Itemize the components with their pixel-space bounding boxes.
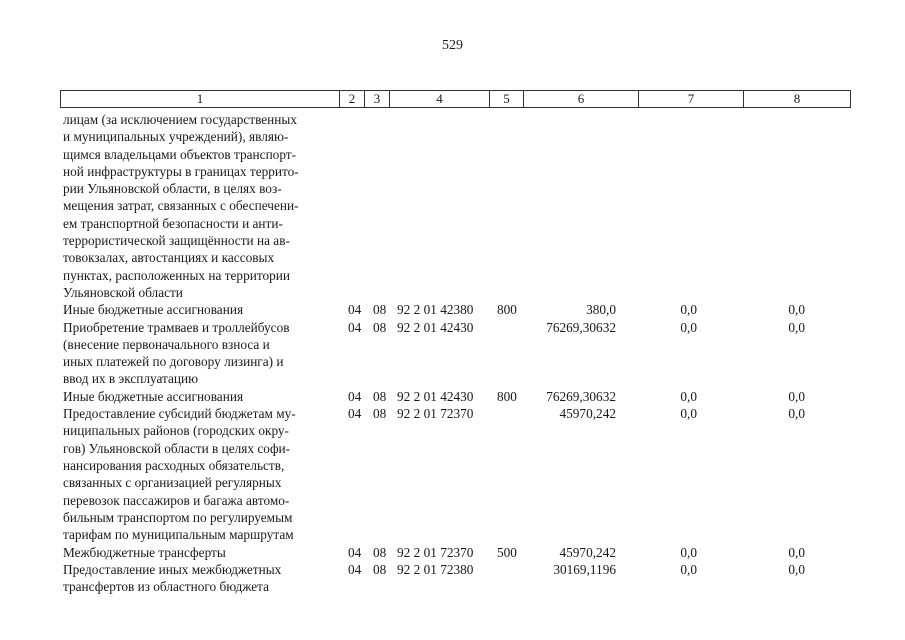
column-header-1: 1 xyxy=(61,91,340,108)
description-line: щимся владельцами объектов транспорт- xyxy=(63,146,297,162)
cell-c4: 92 2 01 42430 xyxy=(397,319,474,335)
cell-c8: 0,0 xyxy=(788,561,805,577)
description-line: перевозок пассажиров и багажа автомо- xyxy=(63,492,290,508)
row-description xyxy=(63,388,335,405)
cell-c4: 92 2 01 42430 xyxy=(397,388,474,404)
cell-c5: 800 xyxy=(497,388,517,404)
description-line: и муниципальных учреждений), являю- xyxy=(63,129,289,145)
cell-c3: 08 xyxy=(373,561,387,577)
cell-c2: 04 xyxy=(348,544,362,560)
description-line: нансирования расходных обязательств, xyxy=(63,457,285,473)
cell-c4: 92 2 01 72370 xyxy=(397,406,474,422)
cell-c7: 0,0 xyxy=(680,302,697,318)
cell-c2: 04 xyxy=(348,302,362,318)
row-description xyxy=(63,319,335,388)
cell-c6: 76269,30632 xyxy=(546,319,616,335)
column-header-row xyxy=(61,91,851,108)
cell-c7: 0,0 xyxy=(680,406,697,422)
description-line: пунктах, расположенных на территории xyxy=(63,267,291,283)
cell-c3: 08 xyxy=(373,302,387,318)
column-header-2: 2 xyxy=(340,91,365,108)
description-line: иных платежей по договору лизинга) и xyxy=(63,354,284,370)
description-line: Приобретение трамваев и троллейбусов xyxy=(63,319,290,335)
cell-c4: 92 2 01 72370 xyxy=(397,544,474,560)
cell-c7: 0,0 xyxy=(680,561,697,577)
cell-c6: 45970,242 xyxy=(559,544,616,560)
column-header-4: 4 xyxy=(390,91,490,108)
description-line: бильным транспортом по регулируемым xyxy=(63,509,293,525)
cell-c8: 0,0 xyxy=(788,302,805,318)
description-line: Иные бюджетные ассигнования xyxy=(63,388,244,404)
description-line: Ульяновской области xyxy=(63,284,183,300)
cell-c5: 500 xyxy=(497,544,517,560)
cell-c5: 800 xyxy=(497,302,517,318)
cell-c7: 0,0 xyxy=(680,388,697,404)
cell-c6: 30169,1196 xyxy=(553,561,616,577)
cell-c7: 0,0 xyxy=(680,544,697,560)
cell-c3: 08 xyxy=(373,388,387,404)
cell-c8: 0,0 xyxy=(788,388,805,404)
cell-c4: 92 2 01 42380 xyxy=(397,302,474,318)
cell-c6: 380,0 xyxy=(586,302,616,318)
description-line: Межбюджетные трансферты xyxy=(63,544,226,560)
description-line: рии Ульяновской области, в целях воз- xyxy=(63,181,282,197)
row-description xyxy=(63,301,335,318)
description-line: Предоставление субсидий бюджетам му- xyxy=(63,406,296,422)
column-header-5: 5 xyxy=(490,91,524,108)
description-line: Предоставление иных межбюджетных xyxy=(63,561,282,577)
description-line: связанных с организацией регулярных xyxy=(63,475,282,491)
description-line: ем транспортной безопасности и анти- xyxy=(63,215,283,231)
description-line: гов) Ульяновской области в целях софи- xyxy=(63,440,291,456)
description-line: ввод их в эксплуатацию xyxy=(63,371,199,387)
cell-c8: 0,0 xyxy=(788,544,805,560)
row-description xyxy=(63,405,335,543)
cell-c2: 04 xyxy=(348,406,362,422)
cell-c3: 08 xyxy=(373,319,387,335)
description-line: мещения затрат, связанных с обеспечени- xyxy=(63,198,299,214)
cell-c6: 76269,30632 xyxy=(546,388,616,404)
description-line: ниципальных районов (городских окру- xyxy=(63,423,289,439)
column-header-6: 6 xyxy=(524,91,639,108)
description-line: тарифам по муниципальным маршрутам xyxy=(63,527,294,543)
column-header-7: 7 xyxy=(639,91,744,108)
description-line: (внесение первоначального взноса и xyxy=(63,336,270,352)
column-header-3: 3 xyxy=(365,91,390,108)
column-header-table xyxy=(60,90,851,108)
cell-c3: 08 xyxy=(373,406,387,422)
cell-c2: 04 xyxy=(348,388,362,404)
cell-c6: 45970,242 xyxy=(559,406,616,422)
description-line: ной инфраструктуры в границах террито- xyxy=(63,163,299,179)
page-number: 529 xyxy=(442,38,463,53)
cell-c8: 0,0 xyxy=(788,319,805,335)
cell-c3: 08 xyxy=(373,544,387,560)
cell-c7: 0,0 xyxy=(680,319,697,335)
row-description xyxy=(63,544,335,561)
description-line: трансфертов из областного бюджета xyxy=(63,579,270,595)
row-description xyxy=(63,561,335,596)
description-line: товокзалах, автостанциях и кассовых xyxy=(63,250,275,266)
cell-c2: 04 xyxy=(348,561,362,577)
description-line: лицам (за исключением государственных xyxy=(63,112,298,127)
cell-c8: 0,0 xyxy=(788,406,805,422)
cell-c2: 04 xyxy=(348,319,362,335)
column-header-8: 8 xyxy=(744,91,851,108)
description-line: террористической защищённости на ав- xyxy=(63,233,290,249)
description-line: Иные бюджетные ассигнования xyxy=(63,302,244,318)
row-description xyxy=(63,111,335,301)
cell-c4: 92 2 01 72380 xyxy=(397,561,474,577)
